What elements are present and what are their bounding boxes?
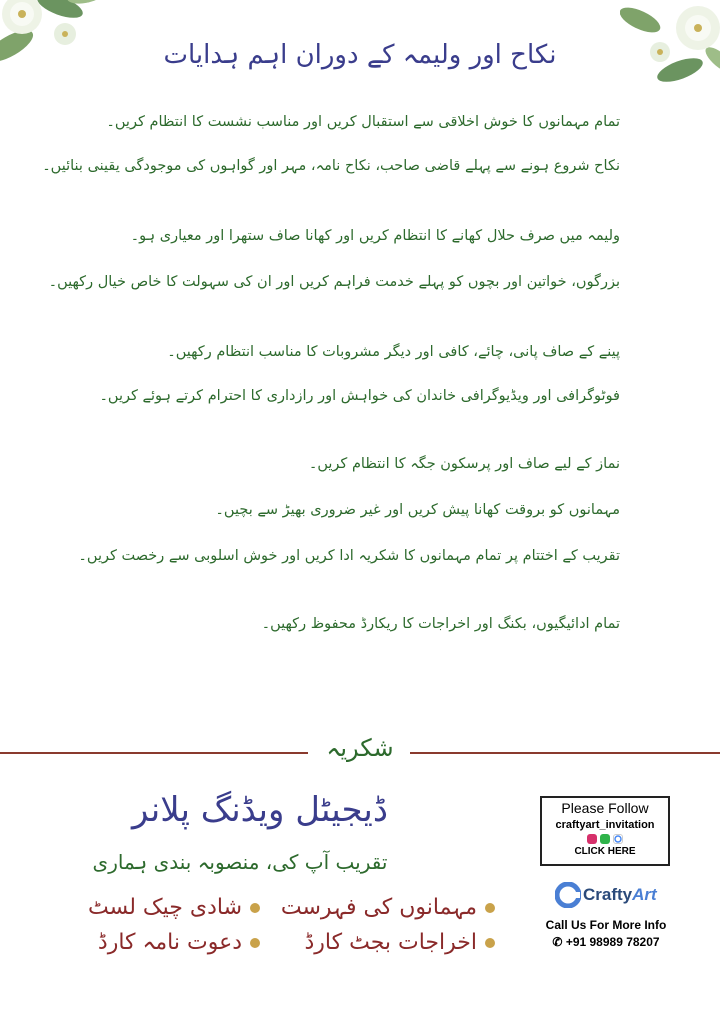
instruction-item: فوٹوگرافی اور ویڈیوگرافی خاندان کی خواہش اور رازداری کا احترام کرتے ہوئے کریں۔ [99,388,620,404]
brand-name: CraftyArt [583,885,657,904]
instruction-item: ولیمہ میں صرف حلال کھانے کا انتظام کریں اور کھانا صاف ستھرا اور معیاری ہو۔ [130,228,620,244]
click-here-link[interactable]: CLICK HERE [574,846,636,857]
instruction-item: تقریب کے اختتام پر تمام مہمانوں کا شکریہ ادا کریں اور خوش اسلوبی سے رخصت کریں۔ [78,548,620,564]
feature-item-invitation-card [98,930,260,955]
feature-label: مہمانوں کی فہرست [280,895,477,920]
instruction-item: نماز کے لیے صاف اور پرسکون جگہ کا انتظام کریں۔ [308,456,620,472]
tagline: تقریب آپ کی، منصوبہ بندی ہماری [92,850,388,874]
bullet-icon [250,903,260,913]
feature-item-guest-list [281,895,495,920]
instagram-icon[interactable] [587,834,597,844]
product-title: ڈیجیٹل ویڈنگ پلانر [131,790,389,830]
whatsapp-icon[interactable] [600,834,610,844]
divider-left [0,752,308,754]
page-title: نکاح اور ولیمہ کے دوران اہم ہدایات [163,40,557,70]
thanks-heading: شکریہ [326,734,394,762]
follow-title: Please Follow [561,800,649,816]
instruction-item: بزرگوں، خواتین اور بچوں کو پہلے خدمت فراہم کریں اور ان کی سہولت کا خاص خیال رکھیں۔ [48,274,620,290]
feature-label: شادی چیک لسٹ [88,895,242,920]
contact-phone[interactable] [536,935,676,949]
instruction-item: پینے کے صاف پانی، چائے، کافی اور دیگر مشروبات کا مناسب انتظام رکھیں۔ [167,344,620,360]
feature-label: اخراجات بجٹ کارڈ [304,930,477,955]
social-icons [542,834,668,844]
feature-item-wedding-checklist [88,895,260,920]
instruction-item: مہمانوں کو بروقت کھانا پیش کریں اور غیر ضروری بھیڑ سے بچیں۔ [215,502,620,518]
bullet-icon [485,903,495,913]
google-icon[interactable] [613,834,623,844]
feature-item-budget-card [305,930,496,955]
bullet-icon [250,938,260,948]
crafty-art-logo-icon [555,882,581,908]
divider-right [410,752,720,754]
contact-label: Call Us For More Info [545,918,667,932]
phone-number[interactable]: +91 98989 78207 [565,935,660,949]
instruction-item: تمام مہمانوں کا خوش اخلاقی سے استقبال کریں اور مناسب نشست کا انتظام کریں۔ [106,114,620,130]
instruction-item: تمام ادائیگیوں، بکنگ اور اخراجات کا ریکارڈ محفوظ رکھیں۔ [261,616,620,632]
instruction-item: نکاح شروع ہونے سے پہلے قاضی صاحب، نکاح نامہ، مہر اور گواہوں کی موجودگی یقینی بنائیں۔ [42,158,620,174]
follow-handle[interactable]: craftyart_invitation [555,819,655,831]
brand-logo [555,882,657,908]
feature-label: دعوت نامہ کارڈ [97,930,242,955]
follow-box[interactable] [540,796,670,866]
phone-icon: ✆ [552,935,563,949]
bullet-icon [485,938,495,948]
